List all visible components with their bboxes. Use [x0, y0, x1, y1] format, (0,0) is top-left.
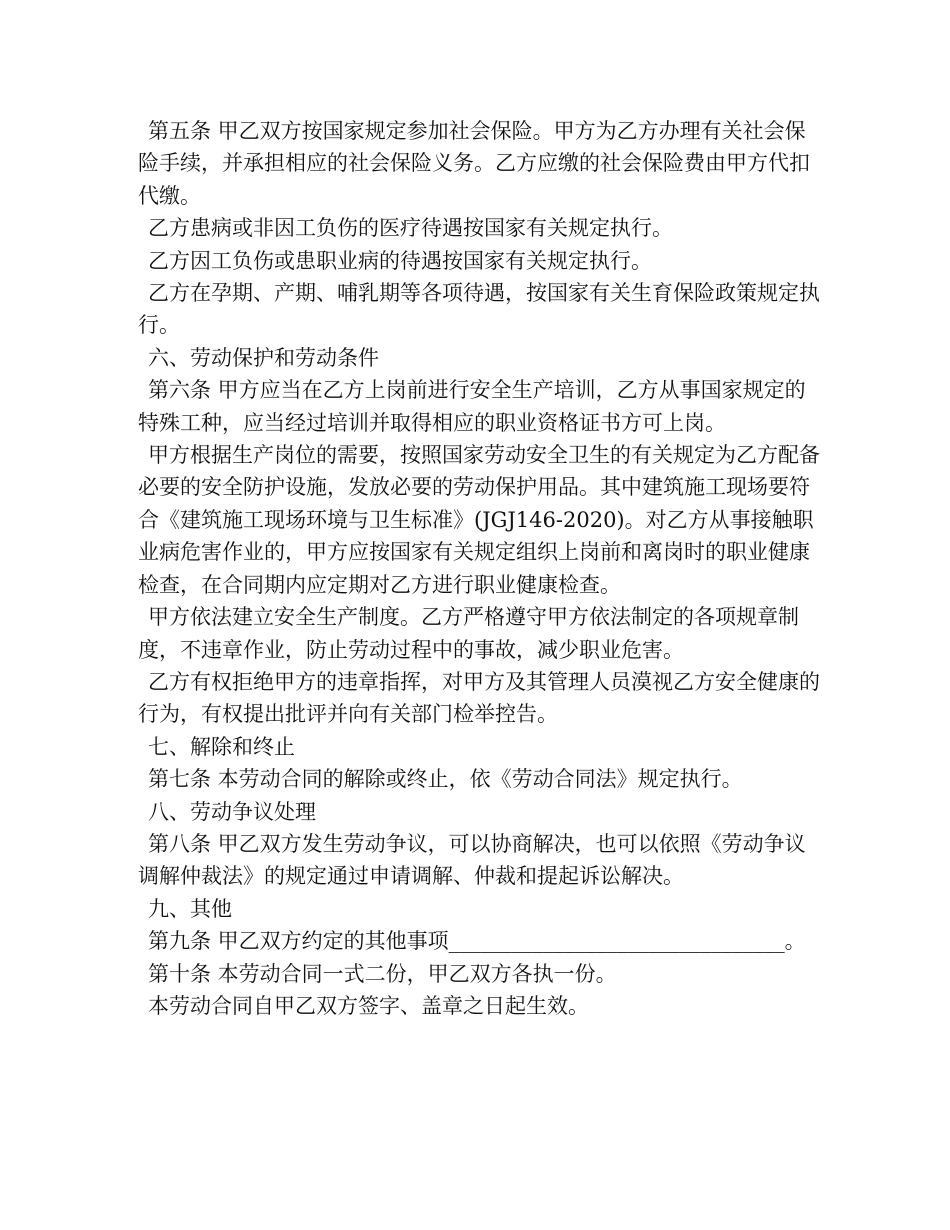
paragraph-refuse-violations: 乙方有权拒绝甲方的违章指挥，对甲方及其管理人员漠视乙方安全健康的行为，有权提出批评并向有关部门检举控告。	[138, 669, 820, 727]
paragraph-maternity: 乙方在孕期、产期、哺乳期等各项待遇，按国家有关生育保险政策规定执行。	[138, 281, 820, 338]
paragraph-safety-rules: 甲方依法建立安全生产制度。乙方严格遵守甲方依法制定的各项规章制度，不违章作业，防止劳动过程中的事故，减少职业危害。	[138, 605, 799, 662]
clause-6-safety-training: 第六条 甲方应当在乙方上岗前进行安全生产培训，乙方从事国家规定的特殊工种，应当经过培训并取得相应的职业资格证书方可上岗。	[138, 378, 806, 435]
section-heading-dispute: 八、劳动争议处理	[148, 799, 316, 824]
clause-5-social-insurance: 第五条 甲乙双方按国家规定参加社会保险。甲方为乙方办理有关社会保险手续，并承担相应的社会保险义务。乙方应缴的社会保险费由甲方代扣代缴。	[138, 119, 810, 208]
section-heading-termination: 七、解除和终止	[148, 734, 295, 759]
clause-9-other-matters: 第九条 甲乙双方约定的其他事项________________________________。	[148, 929, 806, 954]
section-heading-other: 九、其他	[148, 896, 232, 921]
clause-8-dispute: 第八条 甲乙双方发生劳动争议，可以协商解决，也可以依照《劳动争议调解仲裁法》的规定通过申请调解、仲裁和提起诉讼解决。	[138, 831, 806, 889]
clause-7-termination: 第七条 本劳动合同的解除或终止，依《劳动合同法》规定执行。	[148, 767, 743, 792]
clause-10-copies: 第十条 本劳动合同一式二份，甲乙双方各执一份。	[148, 961, 617, 986]
document-body	[138, 115, 820, 1022]
paragraph-safety-equipment: 甲方根据生产岗位的需要，按照国家劳动安全卫生的有关规定为乙方配备必要的安全防护设施，发放必要的劳动保护用品。其中建筑施工现场要符合《建筑施工现场环境与卫生标准》(JGJ146-2020)。对乙方从事接触职业病危害作业的，甲方应按国家有关规定组织上岗前和离岗时的职业健康检查，在合同期内应定期对乙方进行职业健康检查。	[138, 443, 820, 597]
paragraph-work-injury: 乙方因工负伤或患职业病的待遇按国家有关规定执行。	[148, 248, 652, 273]
paragraph-effective-date: 本劳动合同自甲乙双方签字、盖章之日起生效。	[148, 993, 589, 1018]
paragraph-illness-treatment: 乙方患病或非因工负伤的医疗待遇按国家有关规定执行。	[148, 216, 673, 241]
section-heading-labor-protection: 六、劳动保护和劳动条件	[148, 345, 379, 370]
